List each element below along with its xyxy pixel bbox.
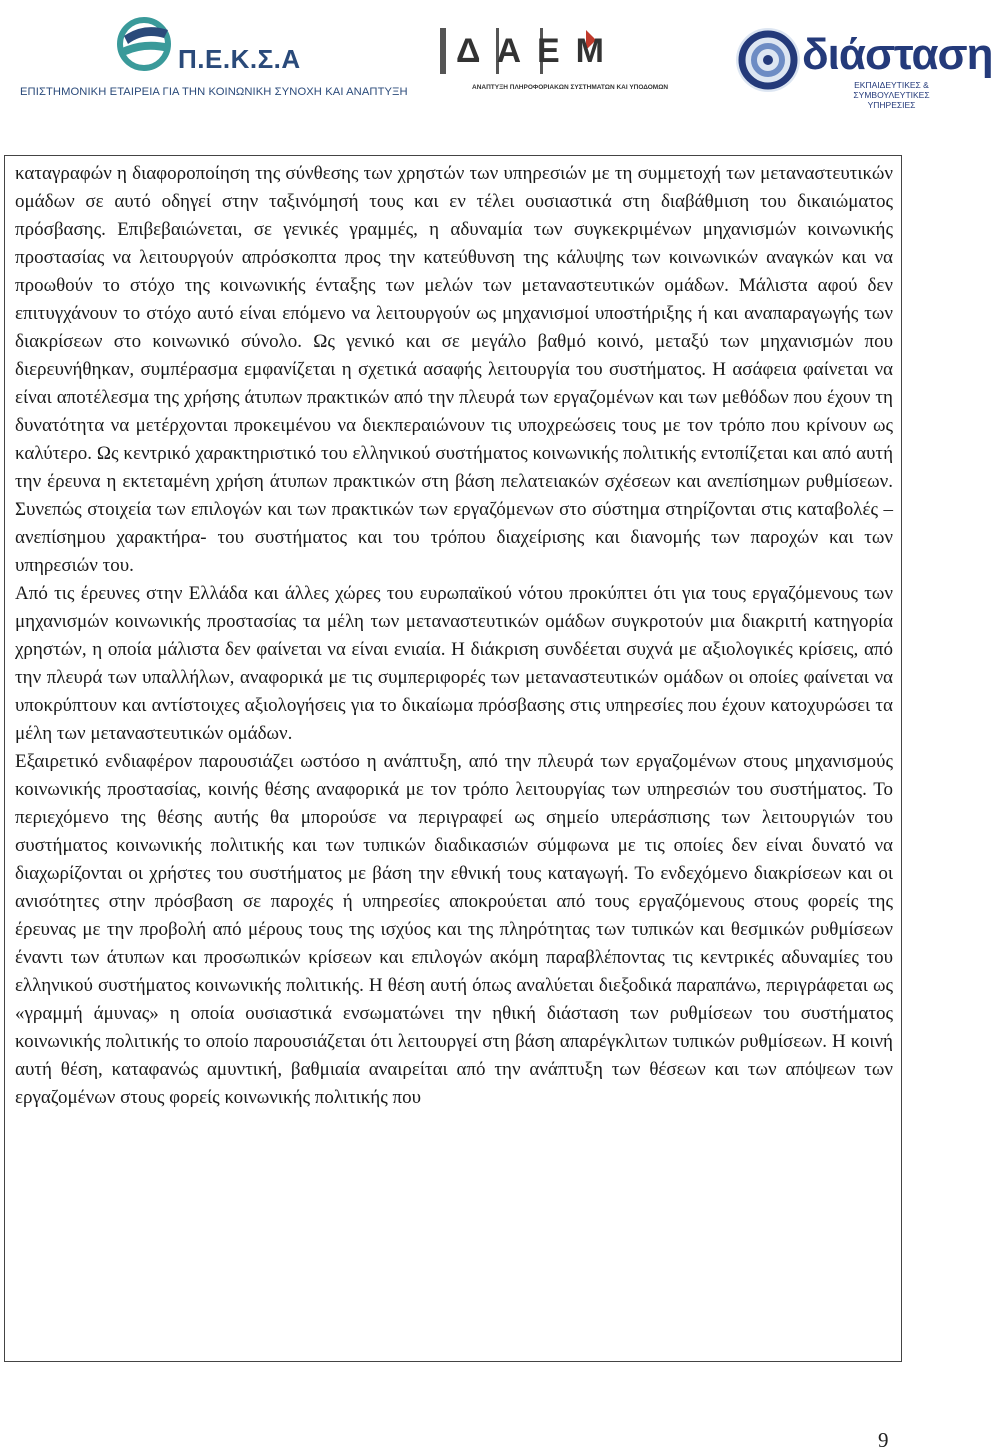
pekesa-subtitle: ΕΠΙΣΤΗΜΟΝΙΚΗ ΕΤΑΙΡΕΙΑ ΓΙΑ ΤΗΝ ΚΟΙΝΩΝΙΚΗ ΣΥΝΟΧΗ ΚΑΙ ΑΝΑΠΤΥΞΗ — [20, 86, 408, 98]
diastasi-subtitle-line2: ΥΠΗΡΕΣΙΕΣ — [867, 100, 916, 110]
daem-name: ΔΑΕΜ — [456, 32, 620, 70]
diastasi-name: διάσταση — [802, 30, 993, 79]
diastasi-subtitle — [828, 80, 955, 110]
paragraph: Εξαιρετικό ενδιαφέρον παρουσιάζει ωστόσο η ανάπτυξη, από την πλευρά των εργαζομένων στους μηχανισμούς κοινωνικής προστασίας, κοινής θέσης αναφορικά με τον τρόπο λειτουργίας των υπηρεσιών του συστήματος. Το περιεχόμενο της θέσης αυτής θα μπορούσε να περιγραφεί ως σημείο υπεράσπισης των λειτουργιών του συστήματος κοινωνικής πολιτικής και των τυπικών διαδικασιών σύμφωνα με τις οποίες δεν είναι δυνατό να διαχωρίζονται οι χρήστες του συστήματος με βάση την εθνική τους καταγωγή. Το ενδεχόμενο διακρίσεων και οι ανισότητες στην πρόσβαση σε παροχές ή υπηρεσίες αποκρούεται από τους εργαζόμενους στους φορείς της έρευνας με την προβολή από μέρους τους της ισχύος και της πληρότητας των τυπικών και θεσμικών ρυθμίσεων έναντι των άτυπων και προσωπικών κρίσεων και επιλογών ακόμη παραβλέποντας τις κεντρικές αδυναμίες του ελληνικού συστήματος κοινωνικής πολιτικής. Η θέση αυτή όπως αναλύεται διεξοδικά παραπάνω, περιγράφεται ως «γραμμή άμυνας» η οποία ουσιαστικά ενσωματώνει την ηθική διάσταση των ρυθμίσεων του συστήματος κοινωνικής πολιτικής το οποίο παρουσιάζεται ότι λειτουργεί στη βάση απαρέγκλιτων τυπικών ρυθμίσεων. Η κοινή αυτή θέση, καταφανώς αμυντική, βαθμιαία αναιρείται από την ανάπτυξη των θέσεων και των απόψεων των εργαζομένων στους φορείς κοινωνικής πολιτικής που — [15, 751, 893, 1108]
diastasi-swirl-icon — [730, 20, 810, 100]
daem-subtitle: ΑΝΑΠΤΥΞΗ ΠΛΗΡΟΦΟΡΙΑΚΩΝ ΣΥΣΤΗΜΑΤΩΝ ΚΑΙ ΥΠΟΔΟΜΩΝ — [472, 84, 669, 91]
pekesa-logo — [18, 14, 408, 104]
pekesa-name: Π.Ε.Κ.Σ.Α — [178, 44, 301, 74]
body-text-box — [4, 155, 902, 1362]
paragraph: Από τις έρευνες στην Ελλάδα και άλλες χώρες του ευρωπαϊκού νότου προκύπτει ότι για τους εργαζόμενους των μηχανισμών κοινωνικής προστασίας τα μέλη των μεταναστευτικών ομάδων συγκροτούν μια διακριτή κατηγορία χρηστών, η οποία μάλιστα δεν φαίνεται να είναι ενιαία. Η διάκριση συνδέεται συχνά με αξιολογικές κρίσεις, από την πλευρά των υπαλλήλων, αναφορικά με τις συμπεριφορές των μεταναστευτικών ομάδων οι οποίες φαίνεται να υποκρύπτουν και αντίστοιχες αξιολογήσεις για το δικαίωμα πρόσβασης στις υπηρεσίες που έχουν κατοχυρώσει τα μέλη των μεταναστευτικών ομάδων. — [15, 583, 893, 744]
diastasi-logo — [730, 18, 993, 110]
page-number: 9 — [878, 1428, 889, 1452]
diastasi-subtitle-line1: ΕΚΠΑΙΔΕΥΤΙΚΕΣ & ΣΥΜΒΟΥΛΕΥΤΙΚΕΣ — [853, 80, 930, 100]
paragraph: καταγραφών η διαφοροποίηση της σύνθεσης των χρηστών των υπηρεσιών με τη συμμετοχή των μεταναστευτικών ομάδων σε αυτό οδηγεί στην ταξινόμησή τους και εν τέλει ουσιαστικά στη διαβάθμιση του δικαιώματος πρόσβασης. Επιβεβαιώνεται, σε γενικές γραμμές, η αδυναμία των συγκεκριμένων μηχανισμών κοινωνικής προστασίας να λειτουργούν απρόσκοπτα προς την κατεύθυνση της κάλυψης των κοινωνικών αναγκών και να προωθούν το στόχο της κοινωνικής ένταξης των μελών των μεταναστευτικών ομάδων. Μάλιστα αφού δεν επιτυγχάνουν το στόχο αυτό είναι επόμενο να λειτουργούν ως μηχανισμοί υποστήριξης ή και αναπαραγωγής των διακρίσεων στο κοινωνικό σύνολο. Ως γενικό και σε μεγάλο βαθμό κοινό, μεταξύ των μηχανισμών που διερευνήθηκαν, συμπέρασμα εμφανίζεται η σχετικά ασαφής λειτουργία του συστήματος. Η ασάφεια φαίνεται να είναι αποτέλεσμα της χρήσης άτυπων πρακτικών από την πλευρά των εργαζομένων και των μεθόδων που έχουν τη δυνατότητα να μετέρχονται προκειμένου να διεκπεραιώνουν τις υποχρεώσεις τους με τον τρόπο που κρίνουν ως καλύτερο. Ως κεντρικό χαρακτηριστικό του ελληνικού συστήματος κοινωνικής πολιτικής εντοπίζεται και από αυτή την έρευνα η εκτεταμένη χρήση άτυπων πρακτικών στη βάση πελατειακών σχέσεων και ανεπίσημων ρυθμίσεων. Συνεπώς στοιχεία των επιλογών και των πρακτικών των εργαζόμενων στο σύστημα στηρίζονται στις καταβολές –ανεπίσημου χαρακτήρα- του συστήματος και του τρόπου διαχείρισης και διανομής των παροχών και των υπηρεσιών του. — [15, 163, 893, 576]
daem-logo — [436, 22, 669, 98]
page-header — [0, 0, 993, 110]
